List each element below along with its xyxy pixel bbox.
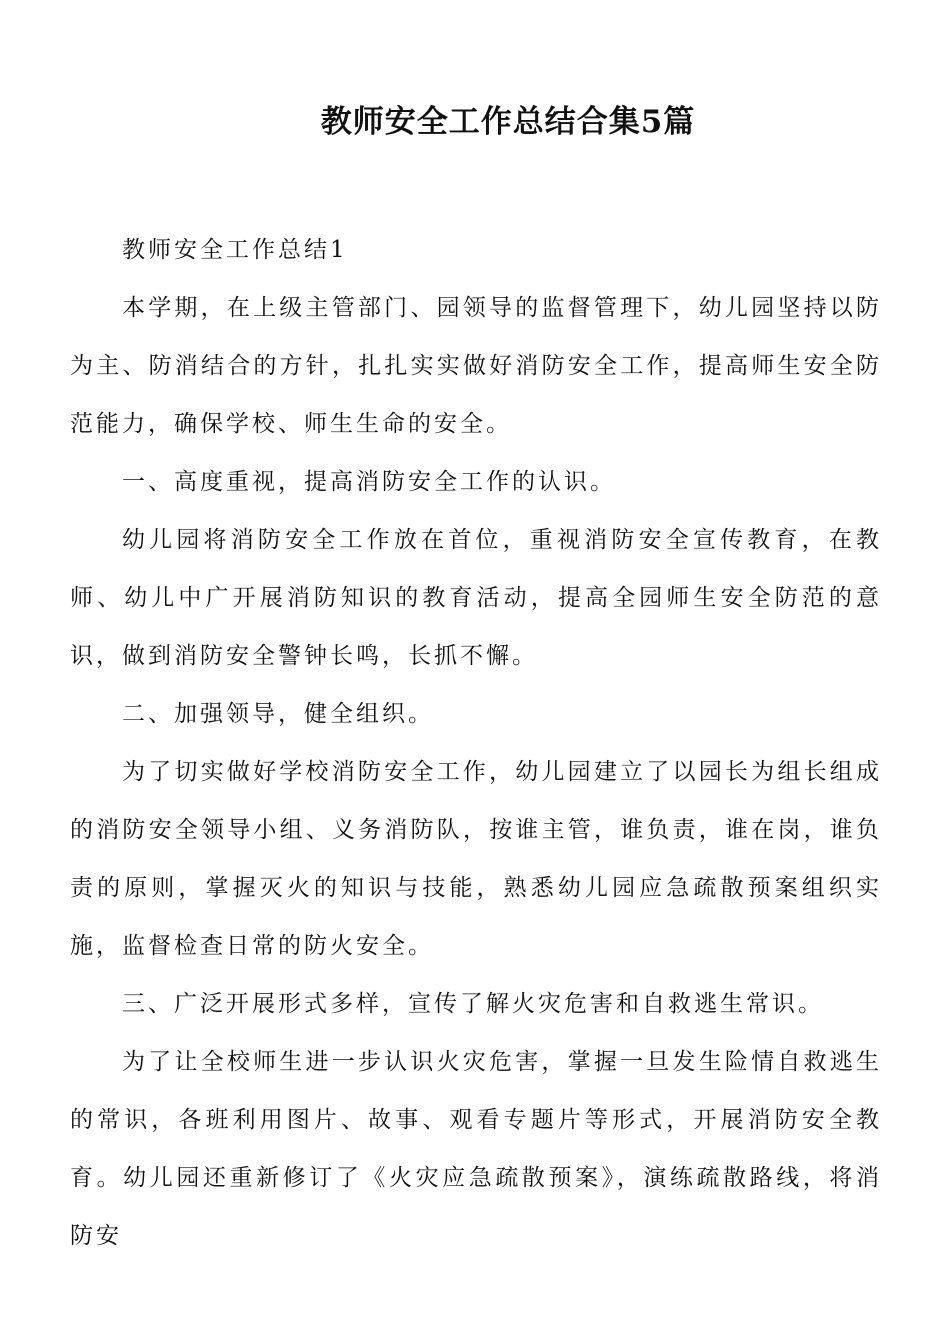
body-paragraph: 为了切实做好学校消防安全工作，幼儿园建立了以园长为组长组成的消防安全领导小组、义务消防队，按谁主管，谁负责，谁在岗，谁负责的原则，掌握灭火的知识与技能，熟悉幼儿园应急疏散预案组织实施，监督检查日常的防火安全。 bbox=[70, 759, 882, 959]
section-heading: 一、高度重视，提高消防安全工作的认识。 bbox=[122, 469, 616, 495]
section-heading: 二、加强领导，健全组织。 bbox=[122, 701, 434, 727]
section-heading: 三、广泛开展形式多样，宣传了解火灾危害和自救逃生常识。 bbox=[122, 991, 824, 1017]
section-heading: 教师安全工作总结1 bbox=[122, 237, 348, 263]
body-paragraph: 幼儿园将消防安全工作放在首位，重视消防安全宣传教育，在教师、幼儿中广开展消防知识的教育活动，提高全园师生安全防范的意识，做到消防安全警钟长鸣，长抓不懈。 bbox=[70, 527, 882, 669]
document-title: 教师安全工作总结合集5篇 bbox=[320, 104, 696, 140]
document-body bbox=[70, 221, 882, 1265]
body-paragraph: 本学期，在上级主管部门、园领导的监督管理下，幼儿园坚持以防为主、防消结合的方针，扎扎实实做好消防安全工作，提高师生安全防范能力，确保学校、师生生命的安全。 bbox=[70, 295, 882, 437]
body-paragraph: 为了让全校师生进一步认识火灾危害，掌握一旦发生险情自救逃生的常识，各班利用图片、故事、观看专题片等形式，开展消防安全教育。幼儿园还重新修订了《火灾应急疏散预案》，演练疏散路线，将消防安 bbox=[70, 1049, 882, 1249]
